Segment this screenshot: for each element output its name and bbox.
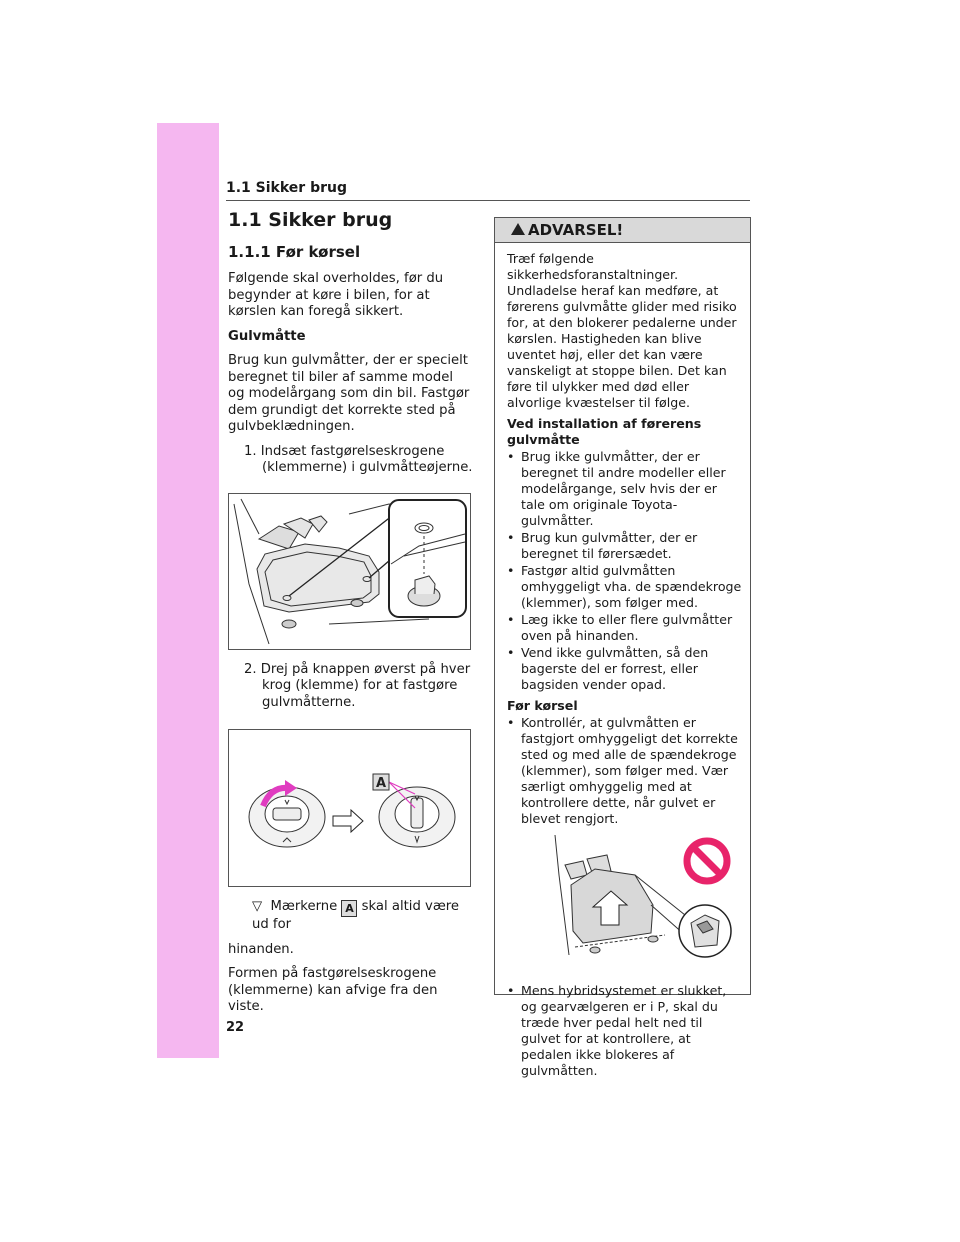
step-1: 1. Indsæt fastgørelseskrogene (klemmerne) i gulvmåtteøjerne. bbox=[244, 443, 473, 475]
left-column bbox=[228, 208, 473, 1024]
marker-note bbox=[228, 899, 473, 934]
marker-note-continued: hinanden. bbox=[228, 941, 294, 957]
floor-mat-drawing bbox=[229, 494, 470, 649]
warning-intro: Træf følgende sikkerhedsforanstaltninger. Undladelse heraf kan medføre, at førerens gulvmåtte glider med risiko for, at den blokerer pedalerne under kørslen. Hastigheden kan blive uventet høj, eller det kan være vanskeligt at stoppe bilen. Det kan føre til ulykker med død eller alvorlige kvæstelser til følge. bbox=[507, 251, 737, 410]
list-item: • Læg ikke to eller flere gulvmåtter oven på hinanden. bbox=[507, 612, 733, 643]
driving-heading: Før kørsel bbox=[507, 698, 578, 713]
variation-note: Formen på fastgørelseskrogene (klemmerne) kan afvige fra den viste. bbox=[228, 966, 438, 1014]
list-item: • Mens hybridsystemet er slukket, og gearvælgeren er i P, skal du træde hver pedal helt ned til gulvet for at kontrollere, at pedalen ikke blokeres af gulvmåtten. bbox=[507, 983, 727, 1078]
warning-header bbox=[495, 218, 750, 243]
list-item: • Kontrollér, at gulvmåtten er fastgjort omhyggeligt det korrekte sted og med alle de spændekroge (klemmer), som følger med. Vær særligt omhyggelig med at kontrollere dette, når gulvet er blevet rengjort. bbox=[507, 715, 738, 826]
warning-title: ADVARSEL! bbox=[528, 221, 624, 239]
install-heading: Ved installation af førerens gulvmåtte bbox=[507, 416, 702, 447]
marker-box-a: A bbox=[341, 900, 357, 917]
hook-rotate-drawing bbox=[229, 730, 470, 886]
floor-mat-hook-illustration bbox=[228, 493, 471, 650]
header-rule bbox=[226, 200, 750, 201]
running-header: 1.1 Sikker brug bbox=[226, 180, 347, 196]
list-item: • Brug ikke gulvmåtter, der er beregnet til andre modeller eller modelårgange, selv hvis der er tale om originale Toyota-gulvmåtter. bbox=[507, 449, 726, 528]
list-item: • Brug kun gulvmåtter, der er beregnet til førersædet. bbox=[507, 530, 698, 561]
warning-box bbox=[494, 217, 751, 1078]
mat-paragraph: Brug kun gulvmåtter, der er specielt beregnet til biler af samme model og modelårgang som din bil. Fastgør dem grundigt det korrekte sted på gulvbeklædningen. bbox=[228, 353, 470, 434]
warning-body bbox=[495, 243, 750, 1079]
prohibited-mat-illustration bbox=[535, 835, 735, 973]
step-2: 2. Drej på knappen øverst på hver krog (klemme) for at fastgøre gulvmåtterne. bbox=[244, 661, 471, 710]
list-item: • Vend ikke gulvmåtten, så den bagerste del er forrest, eller bagsiden vender opad. bbox=[507, 645, 709, 692]
mat-heading: Gulvmåtte bbox=[228, 328, 306, 344]
marker-note-post: skal altid være ud for bbox=[252, 899, 460, 932]
page-number: 22 bbox=[226, 1020, 245, 1035]
section-title: 1.1 Sikker brug bbox=[228, 209, 393, 231]
hook-rotate-illustration bbox=[228, 729, 471, 887]
marker-note-pre: Mærkerne bbox=[270, 899, 338, 914]
subsection-title: 1.1.1 Før kørsel bbox=[228, 243, 361, 261]
triangle-bullet-icon: ▽ bbox=[252, 899, 263, 914]
intro-paragraph: Følgende skal overholdes, før du begynder at køre i bilen, for at kørslen kan foregå sikkert. bbox=[228, 271, 444, 319]
warning-triangle-icon bbox=[511, 223, 525, 235]
section-tab bbox=[157, 123, 219, 1058]
prohibited-mat-drawing bbox=[535, 835, 735, 973]
list-item: • Fastgør altid gulvmåtten omhyggeligt vha. de spændekroge (klemmer), som følger med. bbox=[507, 563, 742, 610]
marker-label-a: A bbox=[375, 776, 387, 791]
